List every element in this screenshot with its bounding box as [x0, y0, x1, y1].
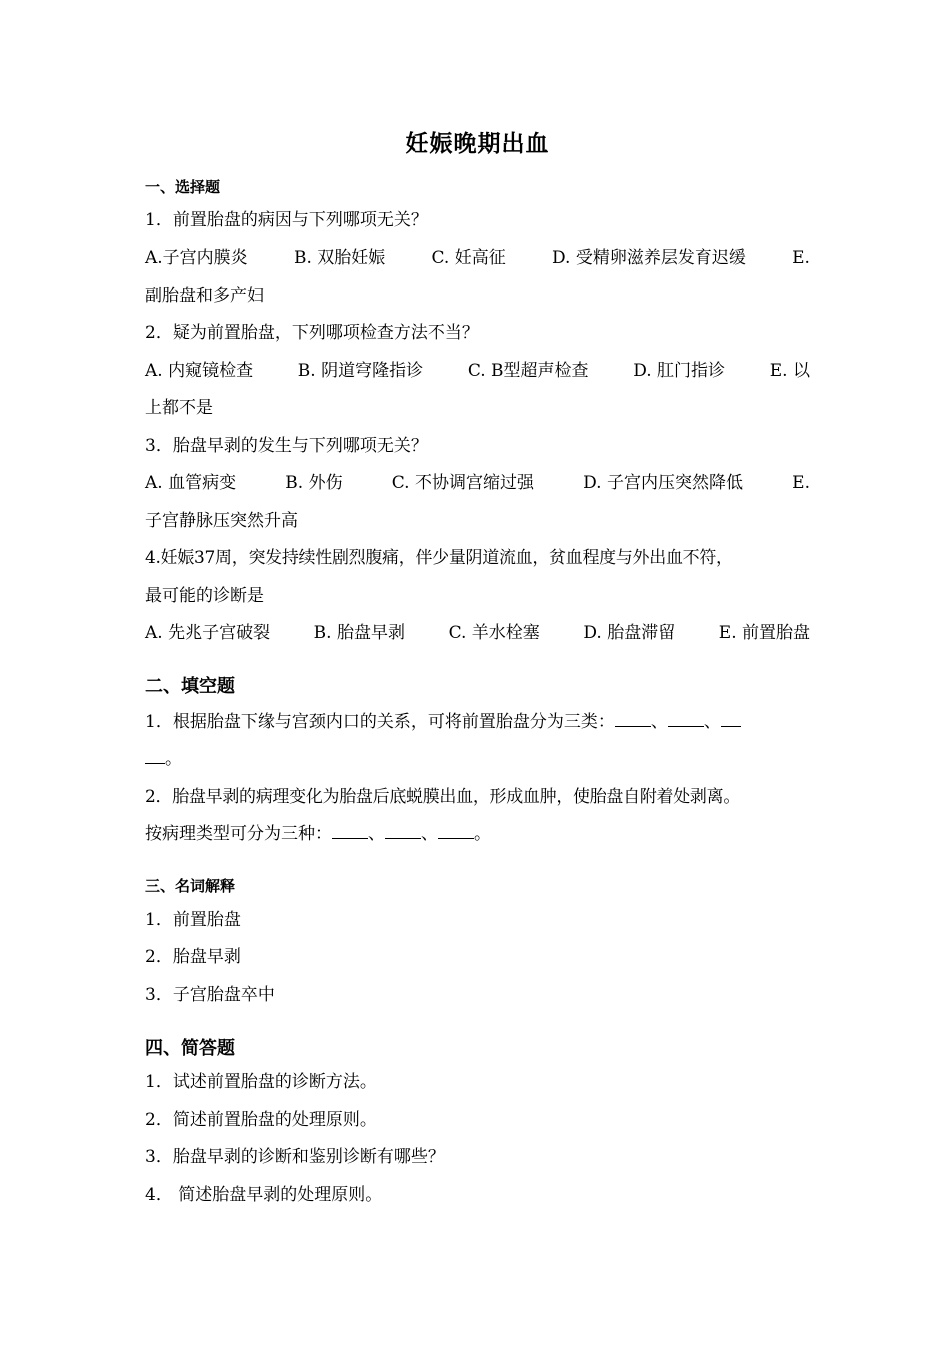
answer-blank — [145, 747, 165, 764]
list-item: 3．子宫胎盘卒中 — [145, 985, 275, 1005]
option: B. 阴道穹隆指诊 — [297, 361, 424, 381]
list-item: 4． 简述胎盘早剥的处理原则。 — [145, 1185, 383, 1205]
fill-in-question — [145, 710, 810, 734]
option: C. 妊高征 — [431, 248, 506, 268]
option-continuation: 副胎盘和多产妇 — [145, 286, 264, 306]
option: E. 以 — [769, 361, 810, 381]
list-item: 1．前置胎盘 — [145, 910, 241, 930]
option: D. 受精卵滋养层发育迟缓 — [552, 248, 746, 268]
fill-in-continuation — [145, 822, 810, 846]
separator: 、 — [368, 824, 385, 844]
section-heading-choice: 一、选择题 — [145, 178, 221, 196]
option: D. 肛门指诊 — [633, 361, 726, 381]
separator: 、 — [650, 712, 668, 732]
option: D. 子宫内压突然降低 — [583, 473, 743, 493]
options-row — [145, 621, 810, 645]
answer-blank — [385, 822, 421, 839]
section-heading-short-answer: 四、简答题 — [145, 1038, 235, 1059]
fill-in-continuation — [145, 747, 810, 771]
option: A. 先兆子宫破裂 — [145, 623, 271, 643]
end-mark: 。 — [474, 824, 491, 844]
list-item: 1．试述前置胎盘的诊断方法。 — [145, 1072, 377, 1092]
option-continuation: 子宫静脉压突然升高 — [145, 511, 298, 531]
question-stem: 3．胎盘早剥的发生与下列哪项无关？ — [145, 436, 428, 456]
end-mark: 。 — [165, 749, 182, 769]
page-title: 妊娠晚期出血 — [405, 130, 550, 157]
answer-blank — [668, 710, 704, 727]
question-stem-continuation: 最可能的诊断是 — [145, 586, 264, 606]
option: E. — [792, 248, 810, 268]
option: C. 不协调宫缩过强 — [391, 473, 534, 493]
separator: 、 — [421, 824, 438, 844]
list-item: 3．胎盘早剥的诊断和鉴别诊断有哪些？ — [145, 1147, 445, 1167]
option: A.子宫内膜炎 — [145, 248, 248, 268]
option: A. 内窥镜检查 — [145, 361, 254, 381]
answer-blank — [721, 710, 741, 727]
question-stem: 2．疑为前置胎盘，下列哪项检查方法不当？ — [145, 323, 479, 343]
answer-blank — [332, 822, 368, 839]
option: E. 前置胎盘 — [718, 623, 810, 643]
question-text: 按病理类型可分为三种： — [145, 824, 332, 844]
fill-in-question: 2．胎盘早剥的病理变化为胎盘后底蜕膜出血，形成血肿，使胎盘自附着处剥离。 — [145, 787, 741, 807]
options-row — [145, 471, 810, 495]
option: B. 外伤 — [285, 473, 343, 493]
options-row — [145, 246, 810, 270]
option: C. 羊水栓塞 — [448, 623, 540, 643]
option: B. 双胎妊娠 — [293, 248, 386, 268]
question-stem: 4.妊娠37周，突发持续性剧烈腹痛，伴少量阴道流血，贫血程度与外出血不符， — [145, 548, 733, 568]
section-heading-definitions: 三、名词解释 — [145, 877, 236, 895]
option: B. 胎盘早剥 — [313, 623, 405, 643]
list-item: 2．胎盘早剥 — [145, 947, 241, 967]
option: A. 血管病变 — [145, 473, 237, 493]
separator: 、 — [703, 712, 721, 732]
answer-blank — [438, 822, 474, 839]
option: C. B型超声检查 — [467, 361, 589, 381]
option: D. 胎盘滞留 — [583, 623, 676, 643]
question-stem: 1．前置胎盘的病因与下列哪项无关？ — [145, 210, 428, 230]
option-continuation: 上都不是 — [145, 398, 213, 418]
answer-blank — [615, 710, 651, 727]
question-text: 1．根据胎盘下缘与宫颈内口的关系，可将前置胎盘分为三类： — [145, 712, 615, 732]
option: E. — [792, 473, 810, 493]
section-heading-fill-in: 二、填空题 — [145, 676, 235, 697]
options-row — [145, 359, 810, 383]
list-item: 2．简述前置胎盘的处理原则。 — [145, 1110, 377, 1130]
